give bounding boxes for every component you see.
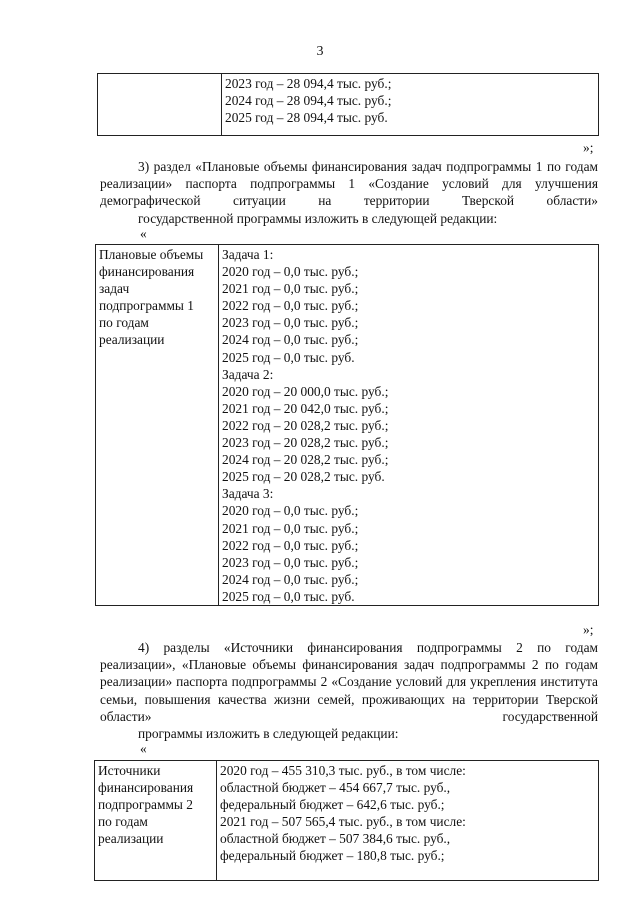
- table3-line: федеральный бюджет – 642,6 тыс. руб.;: [220, 797, 445, 813]
- table1-line: 2024 год – 28 094,4 тыс. руб.;: [225, 93, 392, 109]
- table2-line: 2023 год – 0,0 тыс. руб.;: [222, 315, 359, 331]
- paragraph-line: для укрепления института семьи, повышения качества жизни семей,: [100, 674, 598, 707]
- table3-line: 2020 год – 455 310,3 тыс. руб., в том числе:: [220, 763, 466, 778]
- table2-line: 2021 год – 0,0 тыс. руб.;: [222, 281, 359, 297]
- table2-values-cell: [219, 245, 599, 606]
- table3-values-cell: [217, 761, 599, 881]
- table2-line: 2024 год – 20 028,2 тыс. руб.;: [222, 452, 389, 468]
- table3-line: федеральный бюджет – 180,8 тыс. руб.;: [220, 848, 445, 864]
- table1-line: 2025 год – 28 094,4 тыс. руб.: [225, 110, 388, 126]
- funding-table-continued: [97, 73, 599, 136]
- paragraph-line: по годам реализации» паспорта подпрограммы 1 «Создание условий для: [100, 159, 598, 192]
- paragraph-line: по годам реализации» паспорта подпрограммы 2 «Создание условий: [100, 657, 598, 690]
- table2-line: 2025 год – 0,0 тыс. руб.: [222, 349, 355, 365]
- table2-line: 2022 год – 20 028,2 тыс. руб.;: [222, 417, 389, 433]
- paragraph-last-line: государственной программы изложить в следующей редакции:: [138, 210, 498, 226]
- page-number: 3: [316, 44, 324, 59]
- table2-line: Задача 3:: [222, 486, 274, 502]
- table2-line: 2020 год – 0,0 тыс. руб.;: [222, 503, 359, 519]
- paragraph-line: проживающих на территории Тверской области» государственной: [100, 691, 598, 724]
- paragraph-last-line: программы изложить в следующей редакции:: [138, 726, 399, 742]
- paragraph-line: улучшения демографической ситуации на территории Тверской области»: [100, 176, 598, 209]
- funding-sources-table-sub2: [94, 760, 599, 881]
- closing-quote: »;: [583, 140, 594, 155]
- table2-line: 2025 год – 0,0 тыс. руб.: [222, 588, 355, 604]
- paragraph-item-4: [100, 639, 598, 742]
- table3-left-line: реализации: [98, 831, 164, 847]
- table3-left-line: по годам: [98, 814, 148, 830]
- table2-line: 2022 год – 0,0 тыс. руб.;: [222, 298, 359, 314]
- opening-quote: «: [140, 741, 147, 756]
- table2-line: 2025 год – 20 028,2 тыс. руб.: [222, 469, 385, 485]
- table2-line: 2024 год – 0,0 тыс. руб.;: [222, 332, 359, 348]
- table2-line: 2021 год – 0,0 тыс. руб.;: [222, 520, 359, 536]
- table3-line: 2021 год – 507 565,4 тыс. руб., в том числе:: [220, 814, 466, 830]
- paragraph-item-3: [100, 158, 598, 227]
- table2-line: 2021 год – 20 042,0 тыс. руб.;: [222, 400, 389, 416]
- table3-line: областной бюджет – 454 667,7 тыс. руб.,: [220, 780, 451, 796]
- table1-left-cell: [98, 74, 222, 136]
- table2-left-line: Плановые объемы: [99, 247, 204, 262]
- table2-line: 2022 год – 0,0 тыс. руб.;: [222, 537, 359, 553]
- table2-left-line: финансирования: [99, 264, 195, 280]
- planned-volumes-table-sub1: [95, 244, 599, 606]
- table2-left-line: реализации: [99, 332, 165, 348]
- table2-line: 2024 год – 0,0 тыс. руб.;: [222, 571, 359, 587]
- table3-left-cell: [95, 761, 217, 881]
- table2-line: 2020 год – 0,0 тыс. руб.;: [222, 264, 359, 280]
- table2-line: 2020 год – 20 000,0 тыс. руб.;: [222, 383, 389, 399]
- opening-quote: «: [140, 226, 147, 241]
- table3-left-line: финансирования: [98, 780, 194, 796]
- table3-left-line: подпрограммы 2: [98, 797, 193, 813]
- paragraph-line: 3) раздел «Плановые объемы финансирования задач подпрограммы 1: [138, 159, 543, 174]
- table1-line: 2023 год – 28 094,4 тыс. руб.;: [225, 76, 392, 91]
- table2-left-line: подпрограммы 1: [99, 298, 194, 314]
- table1-values-cell: [222, 74, 599, 136]
- paragraph-line: реализации», «Плановые объемы финансирования задач подпрограммы 2: [100, 657, 539, 673]
- table2-line: 2023 год – 20 028,2 тыс. руб.;: [222, 435, 389, 451]
- closing-quote: »;: [583, 622, 594, 637]
- table2-left-line: по годам: [99, 315, 149, 331]
- paragraph-line: 4) разделы «Источники финансирования подпрограммы 2 по годам: [138, 640, 598, 655]
- table3-left-line: Источники: [98, 763, 161, 778]
- table2-line: Задача 2:: [222, 366, 274, 382]
- table2-left-line: задач: [99, 281, 130, 297]
- table2-left-cell: [96, 245, 219, 606]
- table2-line: Задача 1:: [222, 247, 274, 262]
- table2-line: 2023 год – 0,0 тыс. руб.;: [222, 554, 359, 570]
- table3-line: областной бюджет – 507 384,6 тыс. руб.,: [220, 831, 451, 847]
